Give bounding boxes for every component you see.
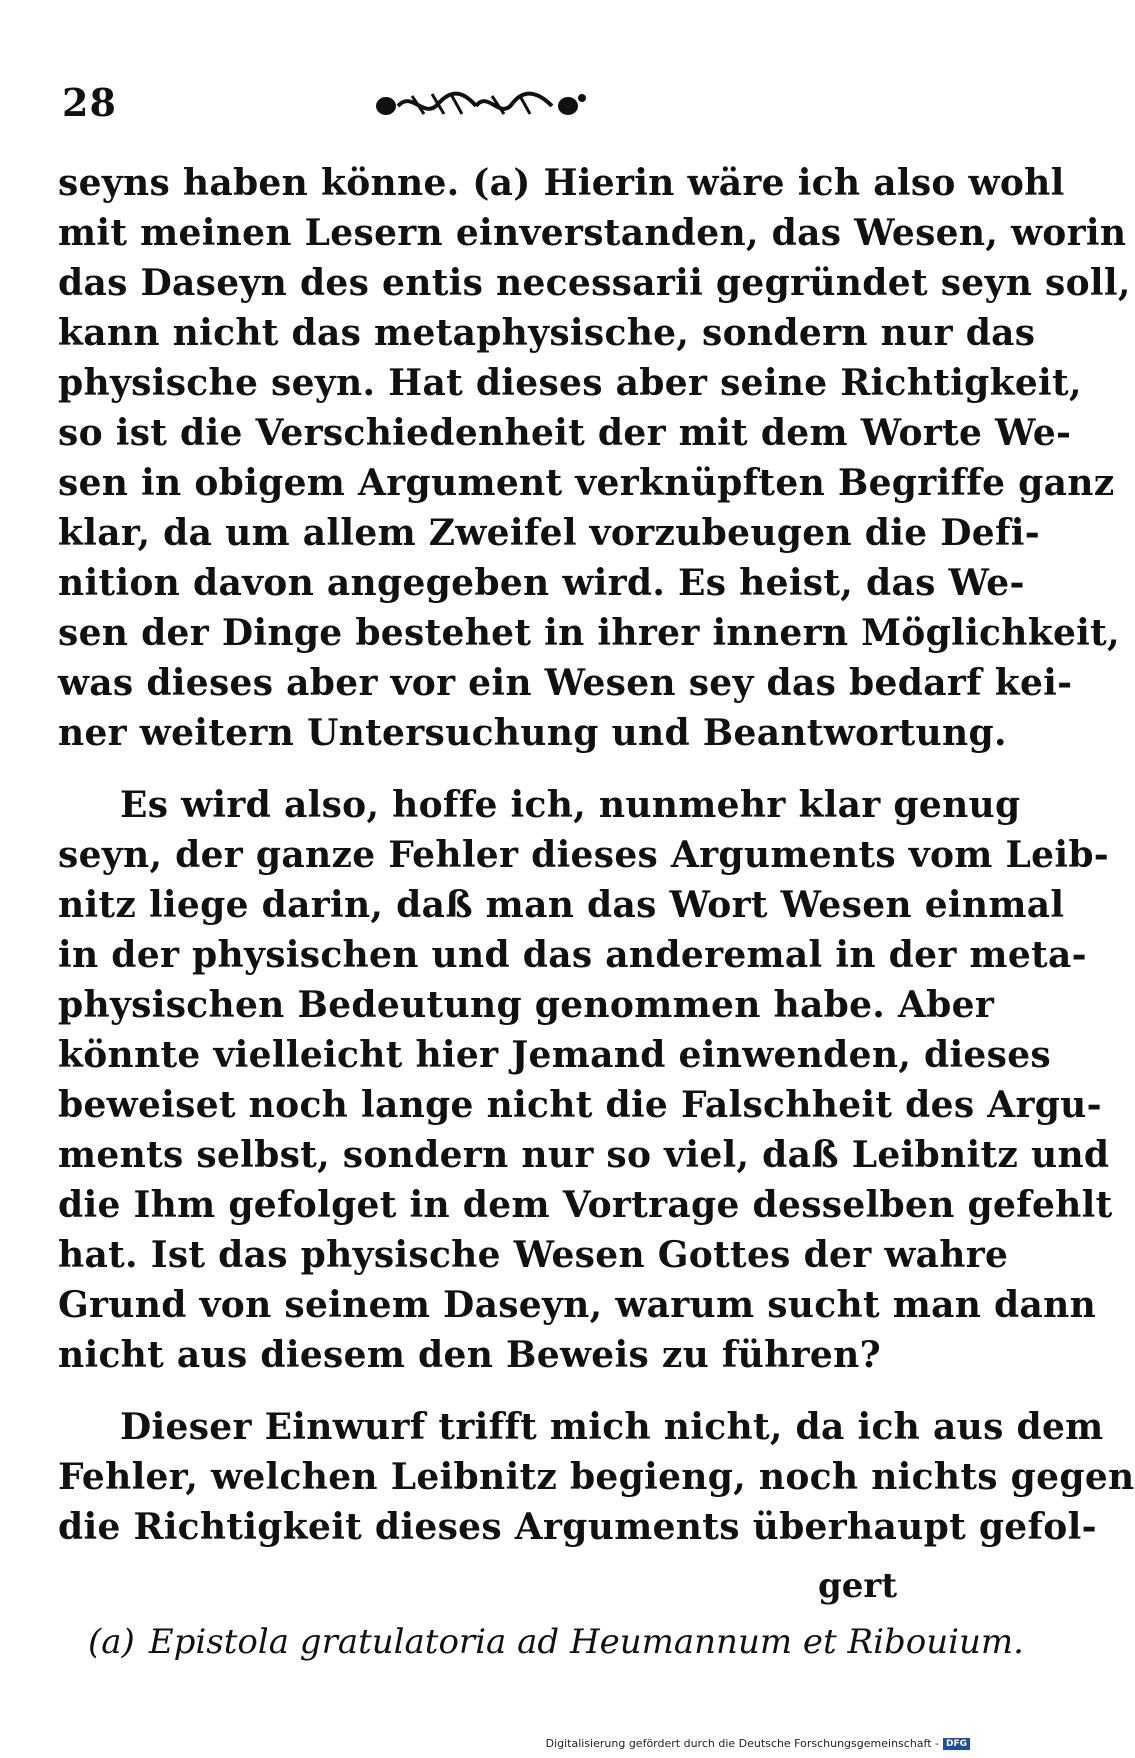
text-line: seyns haben könne. (a) Hierin wäre ich also wohl bbox=[58, 162, 1065, 204]
digitization-credit bbox=[546, 1737, 970, 1750]
text-line: könnte vielleicht hier Jemand einwenden, dieses bbox=[58, 1034, 1051, 1076]
text-line: nicht aus diesem den Beweis zu führen? bbox=[58, 1334, 881, 1376]
text-line: physischen Bedeutung genommen habe. Aber bbox=[58, 984, 995, 1026]
ornament-icon bbox=[372, 84, 592, 124]
text-line: die Richtigkeit dieses Arguments überhaupt gefol- bbox=[58, 1506, 1097, 1548]
dfg-logo-icon: DFG bbox=[943, 1738, 970, 1750]
text-line: kann nicht das metaphysische, sondern nur das bbox=[58, 312, 1036, 354]
text-line: Grund von seinem Daseyn, warum sucht man dann bbox=[58, 1284, 1097, 1326]
paragraph bbox=[58, 780, 1113, 1380]
paragraph bbox=[58, 1402, 1135, 1552]
text-line: ner weitern Untersuchung und Beantwortung. bbox=[58, 712, 1007, 754]
text-line: nitz liege darin, daß man das Wort Wesen einmal bbox=[58, 884, 1065, 926]
main-text bbox=[58, 158, 1135, 1552]
text-line: physische seyn. Hat dieses aber seine Richtigkeit, bbox=[58, 362, 1082, 404]
text-line: nition davon angegeben wird. Es heist, das We- bbox=[58, 562, 1025, 604]
text-line: Dieser Einwurf trifft mich nicht, da ich aus dem bbox=[120, 1406, 1104, 1448]
text-line: das Daseyn des entis necessarii gegründet seyn soll, bbox=[58, 262, 1131, 304]
text-line: klar, da um allem Zweifel vorzubeugen die Defi- bbox=[58, 512, 1041, 554]
text-line: ments selbst, sondern nur so viel, daß Leibnitz und bbox=[58, 1134, 1110, 1176]
catchword: gert bbox=[818, 1566, 898, 1606]
page-number: 28 bbox=[62, 80, 117, 125]
text-line: sen der Dinge bestehet in ihrer innern Möglichkeit, bbox=[58, 612, 1120, 654]
text-line: beweiset noch lange nicht die Falschheit des Argu- bbox=[58, 1084, 1102, 1126]
text-line: die Ihm gefolget in dem Vortrage desselben gefehlt bbox=[58, 1184, 1113, 1226]
text-line: sen in obigem Argument verknüpften Begriffe ganz bbox=[58, 462, 1115, 504]
footnote-text: Epistola gratulatoria ad Heumannum et Ribouium. bbox=[148, 1622, 1024, 1662]
text-line: Es wird also, hoffe ich, nunmehr klar genug bbox=[120, 784, 1021, 826]
footnote bbox=[88, 1622, 1024, 1662]
paragraph bbox=[58, 158, 1131, 758]
footnote-mark: (a) bbox=[88, 1622, 135, 1662]
text-line: mit meinen Lesern einverstanden, das Wesen, worin bbox=[58, 212, 1127, 254]
text-line: hat. Ist das physische Wesen Gottes der wahre bbox=[58, 1234, 1009, 1276]
text-line: was dieses aber vor ein Wesen sey das bedarf kei- bbox=[58, 662, 1073, 704]
text-line: Fehler, welchen Leibnitz begieng, noch nichts gegen bbox=[58, 1456, 1135, 1498]
text-line: in der physischen und das anderemal in der meta- bbox=[58, 934, 1087, 976]
credit-text: Digitalisierung gefördert durch die Deutsche Forschungsgemeinschaft - bbox=[545, 1737, 939, 1750]
text-line: seyn, der ganze Fehler dieses Arguments vom Leib- bbox=[58, 834, 1110, 876]
text-line: so ist die Verschiedenheit der mit dem Worte We- bbox=[58, 412, 1072, 454]
